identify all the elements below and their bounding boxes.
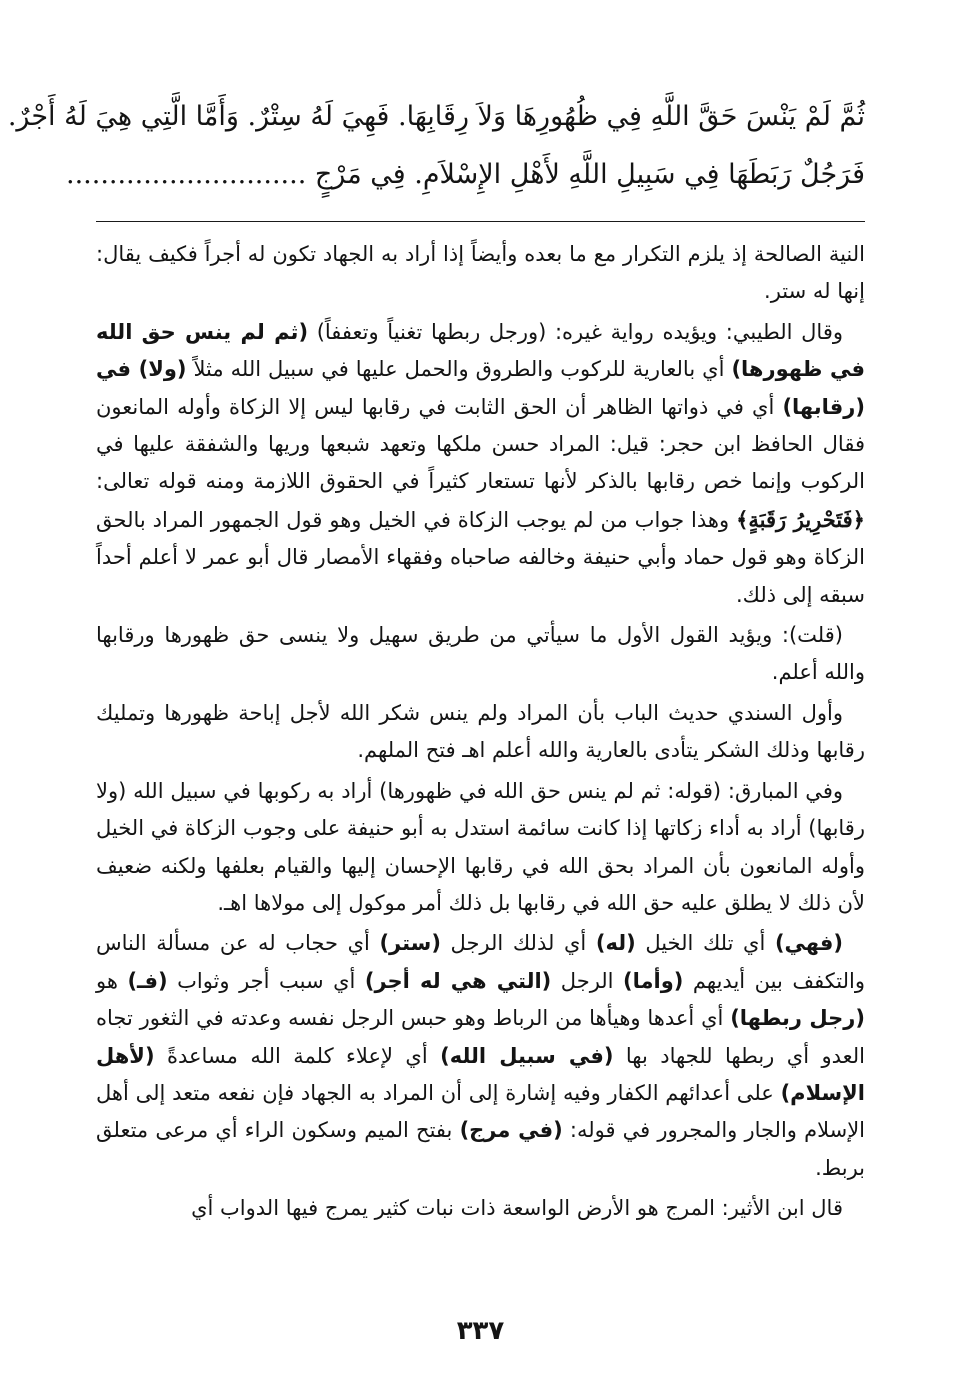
footnote-divider — [96, 221, 865, 222]
term-allati-hiya-lahu-ajr: (التي هي له أجر) — [364, 968, 552, 993]
commentary-paragraph-7: قال ابن الأثير: المرج هو الأرض الواسعة ذات نبات كثير يمرج فيها الدواب أي — [191, 1196, 843, 1221]
hadith-line-2: فَرَجُلٌ رَبَطَهَا فِي سَبِيلِ اللَّهِ لأَهْلِ الإِسْلاَمِ. فِي مَرْجٍ ............................ — [65, 159, 865, 190]
paragraph-6-text-k: بفتح الميم وسكون الراء أي مرعى متعلق بربط. — [96, 1118, 865, 1180]
commentary-paragraph-1: النية الصالحة إذ يلزم التكرار مع ما بعده وأيضاً إذا أراد به الجهاد تكون له أجراً فكيف يقال: إنها له ستر. — [96, 242, 865, 304]
quran-verse: ﴿فَتَحْرِيرُ رَقَبَةٍ﴾ — [736, 506, 865, 532]
paragraph-6-text-a: أي تلك الخيل — [635, 931, 775, 956]
term-lahu: (له) — [595, 931, 636, 956]
paragraph-2-bold-1: (ثم لم ينس حق الله في ظهورها) — [96, 319, 866, 382]
hadith-text — [7, 88, 865, 204]
paragraph-6-text-c: أي لذلك الرجل — [440, 931, 596, 956]
commentary-paragraph-3: (قلت): ويؤيد القول الأول ما سيأتي من طريق سهيل ولا ينسى حق ظهورها ورقابها والله أعلم. — [96, 623, 865, 685]
paragraph-2-bold-2: (ولا) في (رقابها) — [96, 357, 865, 419]
term-sitr: (ستر) — [379, 931, 441, 956]
commentary-paragraph-2 — [96, 314, 865, 614]
paragraph-6-text-f: أي سبب أجر وثواب — [167, 968, 365, 993]
term-fi-sabilillah: (في سبيل الله) — [440, 1043, 614, 1068]
book-page — [7, 88, 866, 1346]
paragraph-6-text-e: الرجل — [551, 968, 624, 993]
paragraph-2-text-c: أي بالعارية للركوب والطروق والحمل عليها في سبيل الله مثلاً — [186, 357, 732, 382]
paragraph-6-text-j: على أعدائهم الكفار وفيه إشارة إلى أن المراد به الجهاد فإن نفعه متعد إلى أهل الإسلام والجار والمجرور في قوله: — [96, 1080, 866, 1143]
term-fi-marj: (في مرج) — [459, 1118, 563, 1143]
paragraph-6-text-h: أي أعدها وهيأها من الرباط وهو حبس الرجل نفسه وعدته في الثغور تجاه العدو أي ربطها للجهاد بها — [96, 1006, 866, 1068]
paragraph-6-text-d: أي حجاب له عن مسألة الناس والتكفف بين أيديهم — [96, 931, 866, 993]
term-rajul-rabataha: (رجل ربطها) — [730, 1006, 865, 1031]
hadith-line-1: ثُمَّ لَمْ يَنْسَ حَقَّ اللَّهِ فِي ظُهُورِهَا وَلاَ رِقَابِهَا. فَهِيَ لَهُ سِتْرٌ. وَأَمَّا الَّتِي هِيَ لَهُ أَجْرٌ. — [7, 101, 865, 132]
term-fa: (فـ) — [127, 968, 168, 993]
term-li-ahl-al-islam: (لأهل الإسلام) — [96, 1043, 865, 1105]
commentary-paragraph-6 — [96, 925, 865, 1187]
page-number: ٣٣٧ — [456, 1316, 505, 1346]
paragraph-6-text-g: هو — [96, 968, 128, 993]
commentary-paragraph-5: وفي المبارق: (قوله: ثم لم ينس حق الله في ظهورها) أراد به ركوبها في سبيل الله (ولا رقابها) أراد به أداء زكاتها إذا كانت سائمة استدل به أبو حنيفة على وجوب الزكاة في الخيل وأوله المانعون بأن المراد بحق الله في رقابها الإحسان إليها والقيام بعلفها ولكنه ضعيف لأن ذلك لا يطلق عليه حق الله في رقابها بل ذلك أمر موكول إلى مولاها اهـ. — [96, 778, 865, 915]
paragraph-2-text-e: وهذا جواب من لم يوجب الزكاة في الخيل وهو قول الجمهور المراد بالحق الزكاة وهو قول حماد وأبي حنيفة وخالفه صاحباه وفقهاء الأمصار قال أبو عمر لا أعلم أحداً سبقه إلى ذلك. — [96, 507, 865, 607]
paragraph-2-text-a: وقال الطيبي: ويؤيده رواية غيره: (ورجل ربطها تغنياً وتعففاً) — [308, 319, 843, 344]
term-fahiya: (فهي) — [774, 931, 843, 956]
paragraph-6-text-i: أي لإعلاء كلمة الله مساعدةً — [154, 1043, 441, 1068]
term-wa-amma: (وأما) — [623, 968, 684, 993]
commentary-paragraph-4: وأول السندي حديث الباب بأن المراد ولم ينس شكر الله لأجل إباحة ظهورها وتمليك رقابها وذلك الشكر يتأدى بالعارية والله أعلم اهـ فتح الملهم. — [96, 700, 865, 763]
paragraph-2-text-d: أي في ذواتها الظاهر أن الحق الثابت في رقابها ليس إلا الزكاة وأوله المانعون فقال الحافظ ابن حجر: قيل: المراد حسن ملكها وتعهد شبعها وريها والشفقة عليها في الركوب وإنما خص رقابها بالذكر لأنها تستعار كثيراً في الحقوق اللازمة ومنه قوله تعالى: — [96, 394, 865, 494]
commentary-text — [96, 236, 865, 1228]
